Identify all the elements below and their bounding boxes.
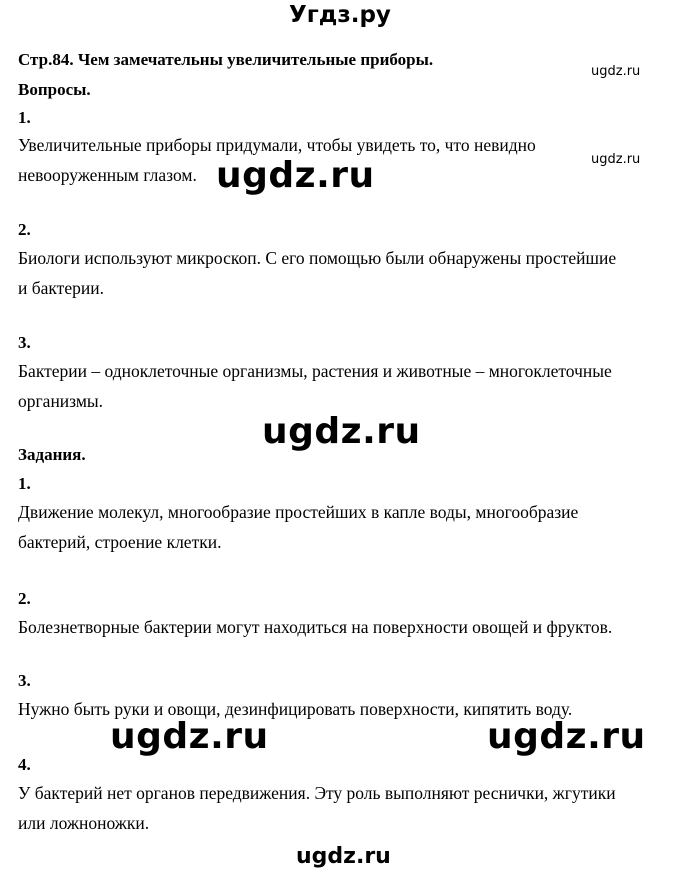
task-number: 2. [18, 589, 31, 608]
answer-line: и бактерии. [18, 278, 104, 298]
task-number: 4. [18, 755, 31, 774]
watermark-small: ugdz.ru [591, 152, 641, 167]
task-number: 1. [18, 474, 31, 493]
answer-line: или ложноножки. [18, 813, 150, 833]
question-number: 2. [18, 220, 31, 239]
watermark-bottom: ugdz.ru [296, 844, 391, 869]
site-title: Угдз.ру [289, 2, 391, 28]
watermark-big: ugdz.ru [110, 716, 269, 757]
answer-line: Бактерии – одноклеточные организмы, растения и животные – многоклеточные [18, 361, 612, 381]
question-number: 3. [18, 333, 31, 352]
watermark-small: ugdz.ru [591, 64, 641, 79]
answer-line: Биологи используют микроскоп. С его помощью были обнаружены простейшие [18, 248, 617, 268]
answer-line: Движение молекул, многообразие простейших в капле воды, многообразие [18, 502, 579, 522]
answer-line: Нужно быть руки и овощи, дезинфицировать поверхности, кипятить воду. [18, 699, 573, 719]
watermark-big: ugdz.ru [262, 411, 421, 452]
task-number: 3. [18, 671, 31, 690]
tasks-heading: Задания. [18, 445, 86, 464]
answer-line: организмы. [18, 391, 104, 411]
question-number: 1. [18, 108, 31, 127]
answer-line: Увеличительные приборы придумали, чтобы увидеть то, что невидно [18, 135, 536, 155]
page-heading: Стр.84. Чем замечательны увеличительные приборы. [18, 50, 434, 69]
watermark-big: ugdz.ru [487, 716, 646, 757]
answer-line: У бактерий нет органов передвижения. Эту роль выполняют реснички, жгутики [18, 783, 616, 803]
task-answer [18, 612, 668, 642]
answer-line: бактерий, строение клетки. [18, 532, 222, 552]
task-answer [18, 497, 668, 557]
questions-heading: Вопросы. [18, 80, 91, 99]
question-answer [18, 243, 668, 303]
watermark-big: ugdz.ru [216, 155, 375, 196]
task-answer [18, 778, 668, 838]
question-answer [18, 356, 668, 416]
answer-line: Болезнетворные бактерии могут находиться на поверхности овощей и фруктов. [18, 617, 613, 637]
answer-line: невооруженным глазом. [18, 165, 197, 185]
